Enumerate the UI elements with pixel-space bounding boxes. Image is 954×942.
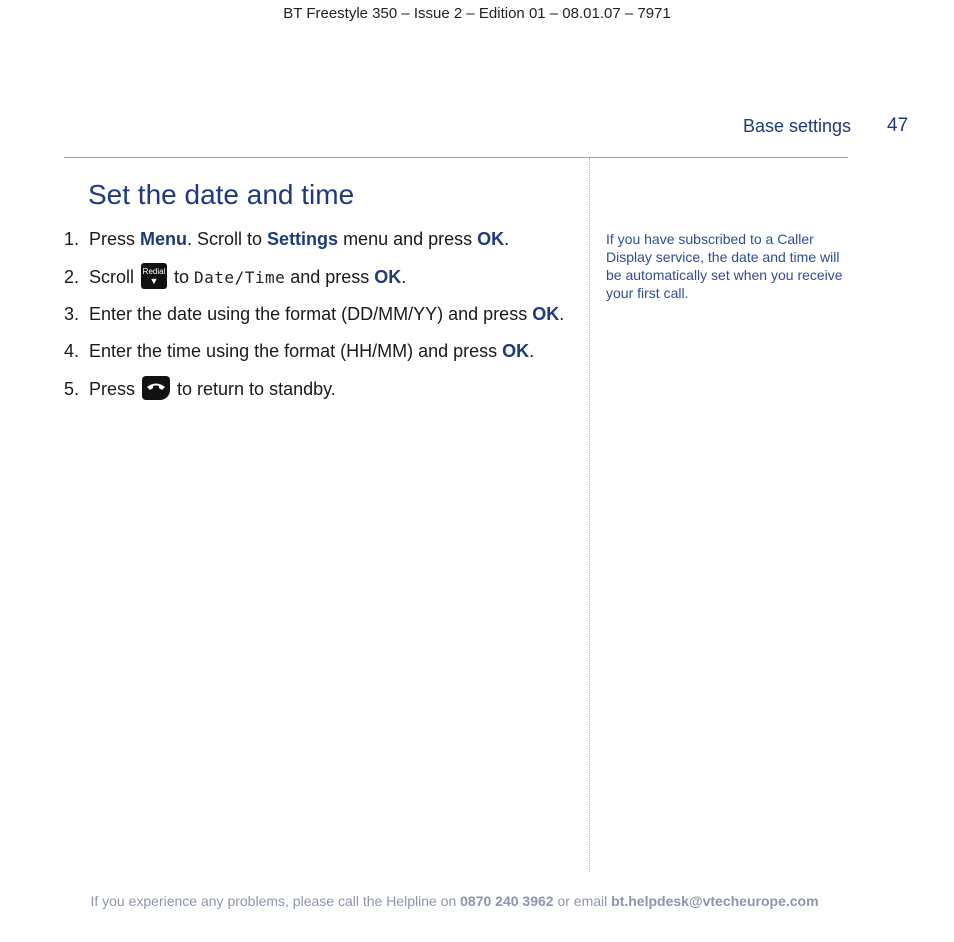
ok-keyword: OK — [374, 266, 402, 287]
footer-text: or email — [553, 893, 612, 909]
ok-keyword: OK — [532, 304, 560, 324]
step-text: . — [504, 229, 510, 249]
display-text: Date/Time — [194, 267, 286, 287]
step-text: Press — [89, 229, 141, 249]
step-text: Enter the date using the format (DD/MM/YY) and press — [89, 304, 533, 324]
handset-icon — [146, 380, 166, 394]
down-arrow-icon: ▼ — [149, 276, 159, 286]
step-text: and press — [285, 266, 375, 287]
step-text: Press — [89, 379, 141, 399]
page-title: Set the date and time — [88, 179, 355, 210]
step-3 — [64, 303, 564, 325]
step-text: to — [169, 266, 195, 287]
page-number: 47 — [887, 115, 909, 136]
step-text: . Scroll to — [187, 229, 268, 249]
step-2 — [64, 265, 406, 291]
ok-keyword: OK — [502, 341, 530, 361]
end-call-key-icon — [142, 376, 170, 400]
document-header: BT Freestyle 350 – Issue 2 – Edition 01 – 08.01.07 – 7971 — [283, 5, 671, 22]
header-rule — [64, 157, 848, 158]
section-name: Base settings — [743, 116, 852, 136]
step-text: Scroll — [89, 266, 140, 287]
step-text: menu and press — [338, 229, 478, 249]
step-number: 2. — [64, 266, 80, 287]
column-divider — [589, 158, 590, 872]
step-5 — [64, 378, 336, 402]
redial-key-label: Redial — [142, 267, 166, 276]
step-text: . — [529, 341, 535, 361]
helpdesk-email: bt.helpdesk@vtecheurope.com — [611, 893, 819, 909]
side-note: If you have subscribed to a Caller Display service, the date and time will be automatically set when you receive your first call. — [606, 231, 843, 301]
redial-down-key-icon — [141, 263, 167, 289]
step-1 — [64, 228, 509, 250]
step-text: . — [559, 304, 565, 324]
settings-keyword: Settings — [267, 229, 339, 249]
step-text: Enter the time using the format (HH/MM) and press — [89, 341, 503, 361]
step-text: . — [401, 266, 407, 287]
menu-keyword: Menu — [140, 229, 188, 249]
ok-keyword: OK — [477, 229, 505, 249]
step-4 — [64, 340, 534, 362]
helpline-footer — [0, 893, 909, 909]
footer-text: If you experience any problems, please call the Helpline on — [90, 893, 461, 909]
helpline-phone: 0870 240 3962 — [460, 893, 554, 909]
step-number: 1. — [64, 229, 80, 249]
step-number: 5. — [64, 379, 80, 399]
step-text: to return to standby. — [172, 379, 336, 399]
step-number: 4. — [64, 341, 80, 361]
step-number: 3. — [64, 304, 80, 324]
